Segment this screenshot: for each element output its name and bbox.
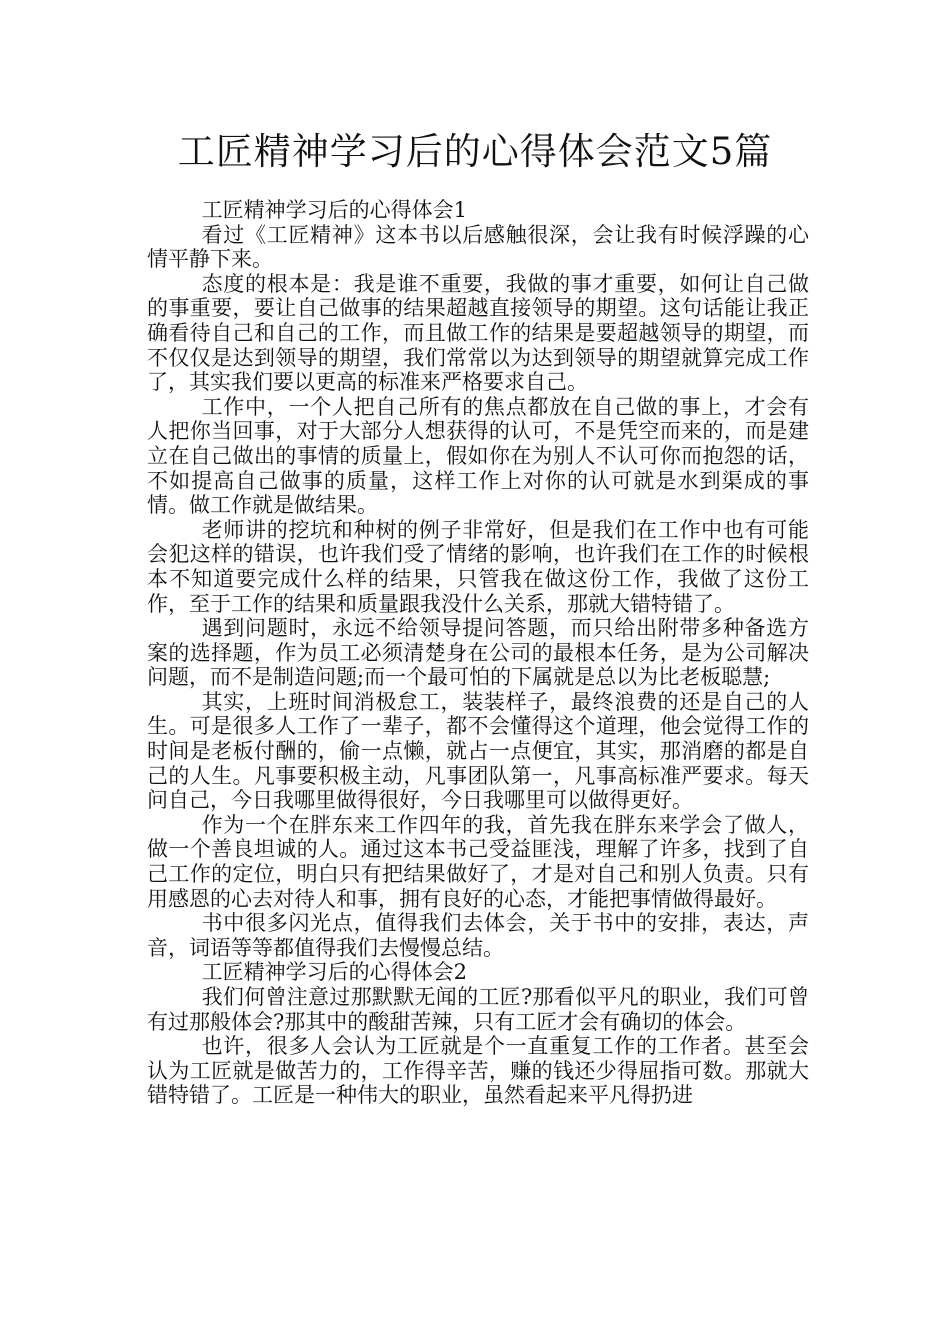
paragraph: 老师讲的挖坑和种树的例子非常好，但是我们在工作中也有可能会犯这样的错误，也许我们受了情绪的影响，也许我们在工作的时候根本不知道要完成什么样的结果，只管我在做这份工作，我做了这份工作，至于工作的结果和质量跟我没什么关系，那就大错特错了。 bbox=[147, 517, 809, 616]
paragraph: 也许，很多人会认为工匠就是个一直重复工作的工作者。甚至会认为工匠就是做苦力的，工作得辛苦，赚的钱还少得屈指可数。那就大错特错了。工匠是一种伟大的职业，虽然看起来平凡得扔进 bbox=[147, 1034, 809, 1108]
paragraph: 遇到问题时，永远不给领导提问答题，而只给出附带多种备选方案的选择题，作为员工必须清楚身在公司的最根本任务，是为公司解决问题，而不是制造问题;而一个最可怕的下属就是总以为比老板聪慧; bbox=[147, 616, 809, 690]
paragraph: 态度的根本是：我是谁不重要，我做的事才重要，如何让自己做的事重要，要让自己做事的结果超越直接领导的期望。这句话能让我正确看待自己和自己的工作，而且做工作的结果是要超越领导的期望，而不仅仅是达到领导的期望，我们常常以为达到领导的期望就算完成工作了，其实我们要以更高的标准来严格要求自己。 bbox=[147, 271, 809, 395]
paragraph: 工作中，一个人把自己所有的焦点都放在自己做的事上，才会有人把你当回事，对于大部分人想获得的认可，不是凭空而来的，而是建立在自己做出的事情的质量上，假如你在为别人不认可你而抱怨的话，不如提高自己做事的质量，这样工作上对你的认可就是水到渠成的事情。做工作就是做结果。 bbox=[147, 394, 809, 518]
paragraph: 作为一个在胖东来工作四年的我，首先我在胖东来学会了做人，做一个善良坦诚的人。通过这本书己受益匪浅，理解了许多，找到了自己工作的定位，明白只有把结果做好了，才是对自己和别人负责。只有用感恩的心去对待人和事，拥有良好的心态，才能把事情做得最好。 bbox=[147, 812, 809, 911]
section-heading: 工匠精神学习后的心得体会2 bbox=[201, 960, 467, 985]
paragraph: 书中很多闪光点，值得我们去体会，关于书中的安排，表达，声音，词语等等都值得我们去慢慢总结。 bbox=[147, 911, 809, 960]
paragraph: 我们何曾注意过那默默无闻的工匠?那看似平凡的职业，我们可曾有过那般体会?那其中的酸甜苦辣，只有工匠才会有确切的体会。 bbox=[147, 985, 809, 1034]
paragraph: 看过《工匠精神》这本书以后感触很深，会让我有时候浮躁的心情平静下来。 bbox=[147, 222, 809, 272]
section-heading: 工匠精神学习后的心得体会1 bbox=[201, 198, 467, 222]
document-body bbox=[147, 198, 809, 1108]
paragraph: 其实，上班时间消极怠工，装装样子，最终浪费的还是自己的人生。可是很多人工作了一辈子，都不会懂得这个道理，他会觉得工作的时间是老板付酬的，偷一点懒，就占一点便宜，其实，那消磨的都是自己的人生。凡事要积极主动，凡事团队第一，凡事高标准严要求。每天问自己，今日我哪里做得很好，今日我哪里可以做得更好。 bbox=[147, 689, 809, 813]
page-title: 工匠精神学习后的心得体会范文5篇 bbox=[177, 130, 773, 173]
